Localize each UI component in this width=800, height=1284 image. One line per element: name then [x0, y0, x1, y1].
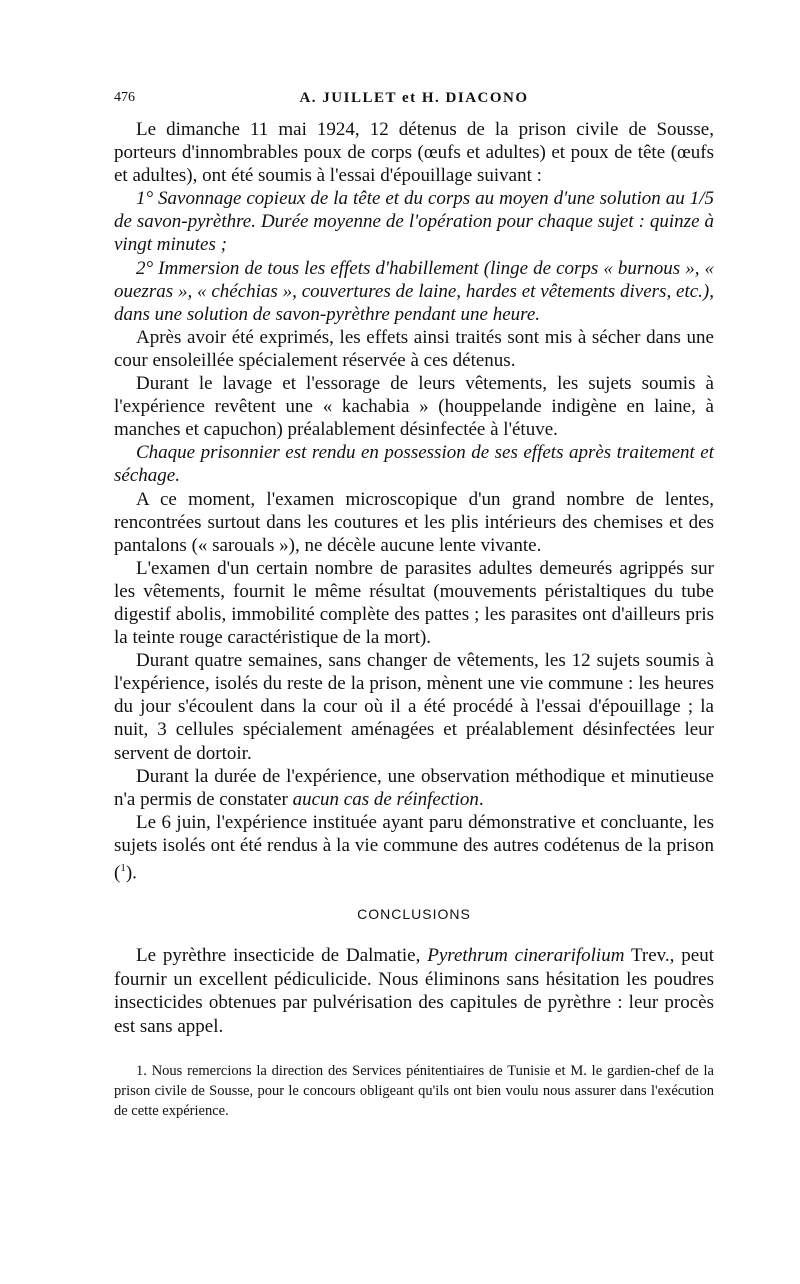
paragraph: A ce moment, l'examen microscopique d'un grand nombre de lentes, rencontrées surtout dans les coutures et les plis intérieurs des chemises et des pantalons (« sarouals »), ne décèle aucune lente vivante.: [114, 488, 714, 556]
paragraph: [114, 811, 714, 885]
section-title: CONCLUSIONS: [357, 906, 471, 923]
paragraph: Après avoir été exprimés, les effets ainsi traités sont mis à sécher dans une cour ensoleillée spécialement réservée à ces détenus.: [114, 326, 714, 371]
paragraph-text: Durant la durée de l'expérience, une observation méthodique et minutieuse n'a permis de constater: [114, 765, 714, 810]
conclusion-text: Le pyrèthre insecticide de Dalmatie,: [136, 945, 428, 967]
paragraph: Le dimanche 11 mai 1924, 12 détenus de la prison civile de Sousse, porteurs d'innombrables poux de corps (œufs et adultes) et poux de tête (œufs et adultes), ont été soumis à l'essai d'épouillage suivant :: [114, 119, 714, 187]
paragraph-text: ).: [125, 862, 137, 884]
page-number: 476: [114, 90, 135, 105]
footnote: 1. Nous remercions la direction des Services pénitentiaires de Tunisie et M. le gardien-chef de la prison civile de Sousse, pour le concours obligeant qu'ils ont bien voulu nous assurer dans l'exécution de cette expérience.: [114, 1063, 714, 1120]
page: [114, 88, 714, 1121]
paragraph: 1° Savonnage copieux de la tête et du corps au moyen d'une solution au 1/5 de savon-pyrèthre. Durée moyenne de l'opération pour chaque sujet : quinze à vingt minutes ;: [114, 188, 714, 256]
paragraph: Durant le lavage et l'essorage de leurs vêtements, les sujets soumis à l'expérience revêtent une « kachabia » (houppelande indigène en laine, à manches et capuchon) préalablement désinfectée à l'étuve.: [114, 373, 714, 441]
paragraph: 2° Immersion de tous les effets d'habillement (linge de corps « burnous », « ouezras », « chéchias », couvertures de laine, hardes et vêtements divers, etc.), dans une solution de savon-pyrèthre pendant une heure.: [114, 257, 714, 325]
footnote-ref: 1: [120, 862, 126, 874]
paragraph: Durant quatre semaines, sans changer de vêtements, les 12 sujets soumis à l'expérience, isolés du reste de la prison, mènent une vie commune : les heures du jour s'écoulent dans la cour où il a été procédé à l'essai d'épouillage ; la nuit, 3 cellules spécialement aménagées et préalablement désinfectées leur servent de dortoir.: [114, 650, 714, 764]
running-head: [114, 88, 714, 114]
conclusions-section: [114, 944, 714, 1038]
paragraph: Chaque prisonnier est rendu en possession de ses effets après traitement et séchage.: [114, 442, 714, 487]
paragraph-emphasis: aucun cas de réinfection: [292, 788, 479, 810]
conclusion-paragraph: [114, 944, 714, 1038]
conclusion-text: Trev., peut fournir un excellent pédiculicide. Nous éliminons sans hésitation les poudres insecticides obtenues par pulvérisation des capitules de pyrèthre : leur procès est sans appel.: [114, 945, 715, 1037]
running-head-authors: A. JUILLET et H. DIACONO: [299, 90, 529, 106]
species-name: Pyrethrum cinerarifolium: [427, 945, 625, 967]
paragraph-text: .: [478, 788, 484, 810]
body-text: [114, 118, 714, 884]
paragraph: L'examen d'un certain nombre de parasites adultes demeurés agrippés sur les vêtements, fournit le même résultat (mouvements péristaltiques du tube digestif abolis, immobilité complète des pattes ; les parasites ont d'ailleurs pris la teinte rouge caractéristique de la mort).: [114, 557, 714, 649]
paragraph-text: Le 6 juin, l'expérience instituée ayant paru démonstrative et concluante, les sujets isolés ont été rendus à la vie commune des autres codétenus de la prison (: [114, 811, 714, 884]
paragraph: [114, 765, 714, 811]
